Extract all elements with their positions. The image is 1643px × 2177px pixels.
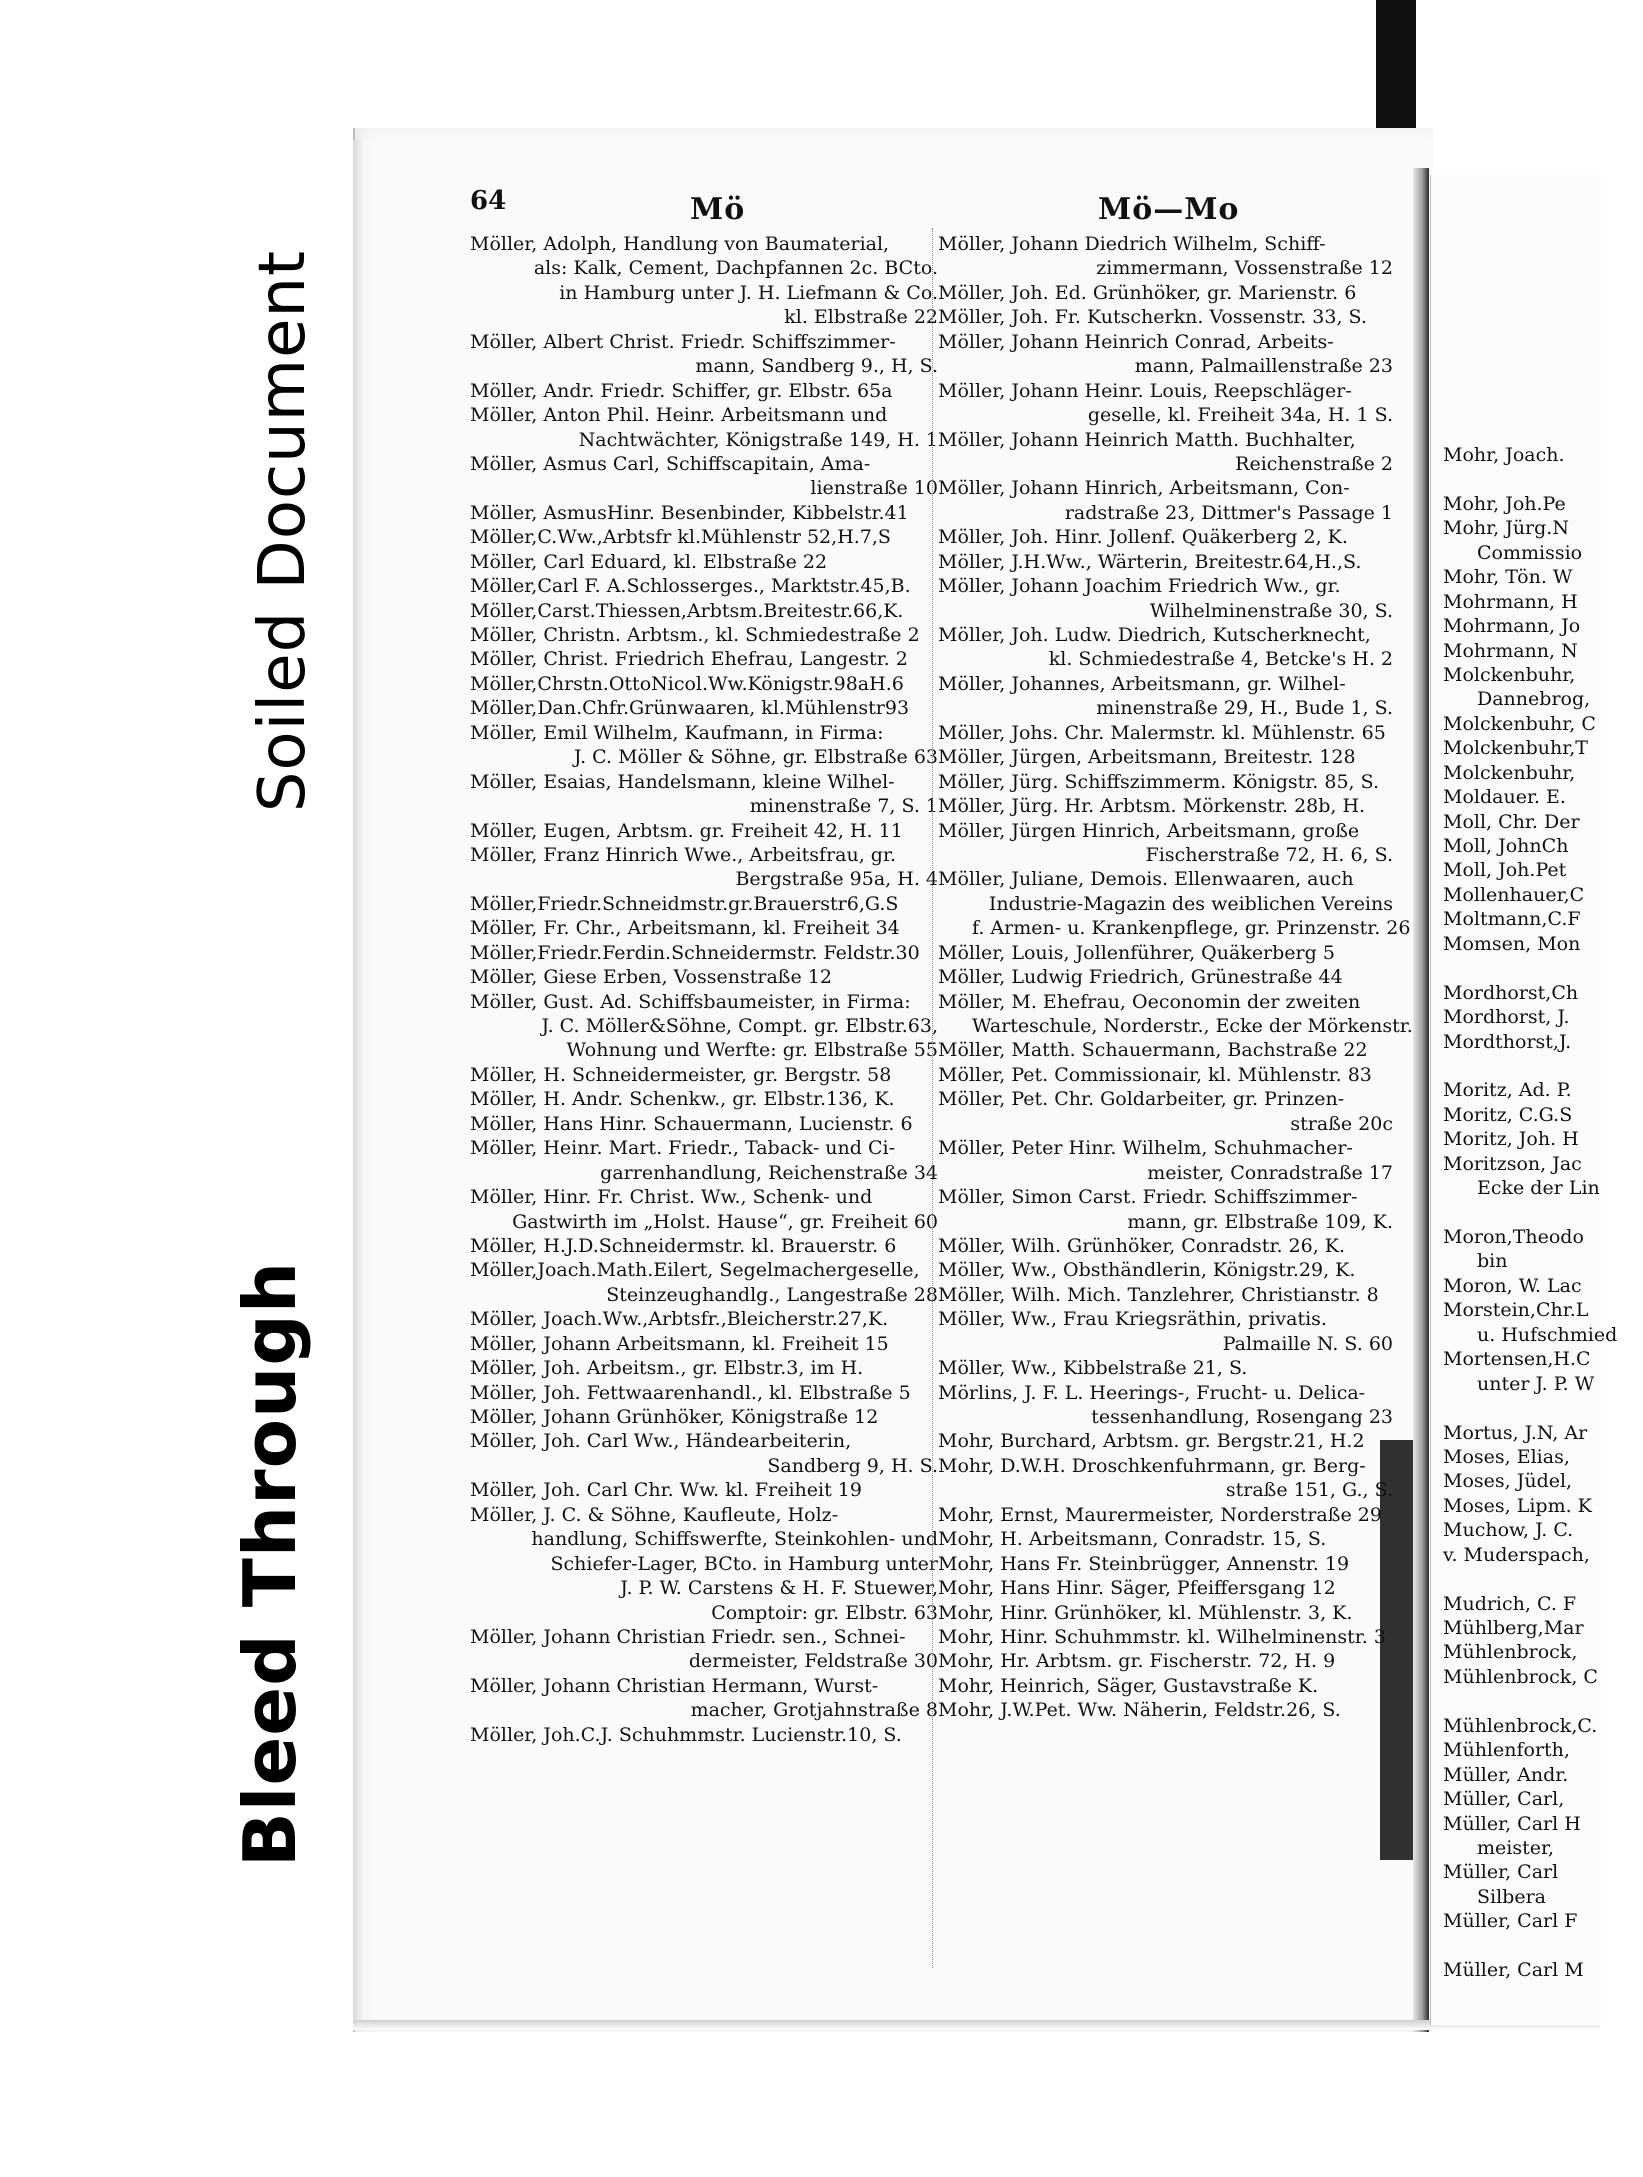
- directory-entry-line: Mörlins, J. F. L. Heerings-, Frucht- u. Delica-: [938, 1381, 1366, 1404]
- directory-entry-line: Mohr, Ernst, Maurermeister, Norderstraße 29: [938, 1503, 1382, 1526]
- directory-entry-line: geselle, kl. Freiheit 34a, H. 1 S.: [1087, 404, 1393, 427]
- directory-entry-line: Möller, Joh. Ed. Grünhöker, gr. Marienstr. 6: [938, 281, 1357, 304]
- directory-entry-line: J. C. Möller&Söhne, Compt. gr. Elbstr.63,: [541, 1015, 938, 1037]
- directory-entry-line: Möller, Christn. Arbtsm., kl. Schmiedestraße 2: [470, 624, 920, 646]
- next-page-entry-line: Moses, Elias,: [1443, 1445, 1570, 1468]
- next-page-entry-line: Moses, Lipm. K: [1443, 1494, 1592, 1517]
- page-edge-shadow: [353, 140, 365, 2020]
- next-page-entry-line: [1443, 1396, 1643, 1420]
- next-page-entry-line: Moritz, Ad. P.: [1443, 1079, 1572, 1102]
- next-page-entry-line: Muchow, J. C.: [1443, 1519, 1574, 1542]
- next-page-entry-line: Mohr, Joach.: [1443, 444, 1565, 466]
- directory-entry-line: Möller,Carl F. A.Schlosserges., Marktstr.45,B.: [470, 575, 911, 598]
- directory-entry-line: Möller, Peter Hinr. Wilhelm, Schuhmacher-: [938, 1137, 1353, 1160]
- next-page-entry-line: Müller, Andr.: [1443, 1763, 1569, 1786]
- directory-entry-line: radstraße 23, Dittmer's Passage 1: [1064, 501, 1393, 524]
- directory-entry-line: Möller, Johann Christian Hermann, Wurst-: [470, 1674, 879, 1697]
- directory-entry-line: Möller, Joh. Fettwaarenhandl., kl. Elbstraße 5: [470, 1381, 911, 1404]
- directory-entry-line: Möller,Dan.Chfr.Grünwaaren, kl.Mühlenstr93: [470, 697, 910, 720]
- directory-entry-line: Möller, Jürg. Hr. Arbtsm. Mörkenstr. 28b, H.: [938, 795, 1366, 818]
- directory-entry-line: Möller, Johannes, Arbeitsmann, gr. Wilhel-: [938, 672, 1346, 695]
- next-page-entry-line: Müller, Carl H: [1443, 1812, 1581, 1835]
- directory-entry-line: Möller, Joach.Ww.,Arbtsfr.,Bleicherstr.27,K.: [470, 1308, 889, 1331]
- directory-entry-line: Warteschule, Norderstr., Ecke der Mörkenstr.: [972, 1015, 1413, 1037]
- next-page-entry-line: Müller, Carl: [1443, 1861, 1559, 1884]
- directory-entry-line: Möller, Gust. Ad. Schiffsbaumeister, in Firma:: [470, 990, 911, 1013]
- next-page-entry-line: v. Muderspach,: [1443, 1543, 1590, 1566]
- directory-entry-line: Nachtwächter, Königstraße 149, H. 1: [578, 428, 938, 451]
- directory-entry-line: Möller, Johann Heinrich Conrad, Arbeits-: [938, 330, 1334, 353]
- directory-entry-line: Möller, Jürgen, Arbeitsmann, Breitestr. 128: [938, 746, 1356, 769]
- directory-entry-line: mann, Palmaillenstraße 23: [1134, 355, 1393, 378]
- soiled-document-label: [228, 222, 338, 840]
- directory-entry-line: Möller, Anton Phil. Heinr. Arbeitsmann und: [470, 404, 888, 427]
- directory-entry-line: Sandberg 9, H. S.: [767, 1454, 938, 1477]
- next-page-entry-line: Moll, Chr. Der: [1443, 810, 1580, 833]
- next-page-entry-line: Mühlberg,Mar: [1443, 1617, 1584, 1639]
- directory-column-right: [938, 232, 1413, 1723]
- next-page-entry-line: Müller, Carl,: [1443, 1788, 1565, 1811]
- directory-entry-line: Möller, Johann Joachim Friedrich Ww., gr.: [938, 575, 1341, 598]
- directory-entry-line: Gastwirth im „Holst. Hause“, gr. Freiheit 60: [512, 1210, 938, 1233]
- directory-entry-line: meister, Conradstraße 17: [1147, 1161, 1393, 1184]
- directory-entry-line: kl. Schmiedestraße 4, Betcke's H. 2: [1048, 648, 1393, 671]
- page-number: 64: [470, 186, 507, 216]
- directory-entry-line: Möller, Ww., Obsthändlerin, Königstr.29, K.: [938, 1259, 1356, 1282]
- directory-entry-line: Möller, Johann Heinrich Matth. Buchhalter,: [938, 428, 1356, 451]
- directory-entry-line: Möller, Ww., Kibbelstraße 21, S.: [938, 1357, 1248, 1380]
- directory-entry-line: Mohr, D.W.H. Droschkenfuhrmann, gr. Berg-: [938, 1454, 1366, 1477]
- directory-entry-line: Möller, Joh.C.J. Schuhmmstr. Lucienstr.10, S.: [470, 1723, 902, 1746]
- directory-entry-line: Möller, Johann Christian Friedr. sen., Schnei-: [470, 1625, 906, 1648]
- directory-entry-line: Möller,Chrstn.OttoNicol.Ww.Königstr.98aH.6: [470, 672, 904, 695]
- directory-entry-line: Möller, Giese Erben, Vossenstraße 12: [470, 966, 832, 989]
- directory-entry-line: Möller, Franz Hinrich Wwe., Arbeitsfrau, gr.: [470, 843, 896, 866]
- directory-entry-line: Möller, Wilh. Grünhöker, Conradstr. 26, K.: [938, 1234, 1346, 1257]
- directory-entry-line: Wohnung und Werfte: gr. Elbstraße 55: [566, 1039, 938, 1062]
- directory-entry-line: Reichenstraße 2: [1235, 452, 1393, 475]
- directory-entry-line: Möller, Hans Hinr. Schauermann, Lucienstr. 6: [470, 1112, 913, 1135]
- next-page-entry-line: Moritz, C.G.S: [1443, 1103, 1573, 1126]
- directory-entry-line: Bergstraße 95a, H. 4: [735, 868, 938, 891]
- directory-entry-line: Möller,Carst.Thiessen,Arbtsm.Breitestr.66,K.: [470, 599, 904, 622]
- next-page-entry-line: Moron, W. Lac: [1443, 1274, 1582, 1297]
- directory-entry-line: Mohr, Hinr. Schuhmmstr. kl. Wilhelminenstr. 3: [938, 1625, 1386, 1648]
- next-page-fragment: [1430, 175, 1618, 2025]
- next-page-entry-line: Mordhorst, J.: [1443, 1006, 1570, 1029]
- next-page-entry-line: Moll, Joh.Pet: [1443, 859, 1567, 882]
- next-page-entry-line: Molckenbuhr,T: [1443, 737, 1588, 760]
- directory-entry-line: Mohr, Heinrich, Säger, Gustavstraße K.: [938, 1674, 1319, 1697]
- running-header-left: Mö: [690, 192, 746, 227]
- bleed-through-text: Bleed Through: [228, 1260, 313, 1868]
- directory-entry-line: Mohr, J.W.Pet. Ww. Näherin, Feldstr.26, S.: [938, 1699, 1341, 1722]
- directory-entry-line: Steinzeughandlg., Langestraße 28: [606, 1283, 938, 1306]
- directory-entry-line: handlung, Schiffswerfte, Steinkohlen- und: [531, 1528, 938, 1551]
- directory-entry-line: Mohr, Hinr. Grünhöker, kl. Mühlenstr. 3, K.: [938, 1601, 1353, 1624]
- directory-entry-line: Möller, Louis, Jollenführer, Quäkerberg 5: [938, 941, 1335, 964]
- directory-entry-line: J. P. W. Carstens & H. F. Stuewer,: [620, 1577, 938, 1600]
- next-page-entry-line: [1443, 956, 1643, 980]
- next-page-entry-line: Momsen, Mon: [1443, 932, 1581, 955]
- directory-entry-line: lienstraße 10: [810, 477, 938, 500]
- next-page-entry-line: Moritz, Joh. H: [1443, 1128, 1579, 1151]
- next-page-entry-line: Molckenbuhr, C: [1443, 712, 1596, 735]
- directory-entry-line: Möller, Albert Christ. Friedr. Schiffszimmer-: [470, 330, 896, 353]
- next-page-entry-line: Mudrich, C. F: [1443, 1592, 1577, 1615]
- directory-entry-line: Möller, Johann Hinrich, Arbeitsmann, Con-: [938, 477, 1350, 500]
- directory-entry-line: Möller, H. Schneidermeister, gr. Bergstr. 58: [470, 1063, 892, 1086]
- directory-entry-line: J. C. Möller & Söhne, gr. Elbstraße 63: [573, 746, 938, 769]
- directory-entry-line: Möller, J. C. & Söhne, Kaufleute, Holz-: [470, 1503, 839, 1526]
- directory-entry-line: Möller, Joh. Hinr. Jollenf. Quäkerberg 2, K.: [938, 526, 1348, 549]
- directory-entry-line: Möller, Adolph, Handlung von Baumaterial,: [470, 233, 890, 255]
- directory-entry-line: Möller, M. Ehefrau, Oeconomin der zweiten: [938, 990, 1361, 1013]
- page-bottom-shadow: [353, 2020, 1600, 2030]
- next-page-entry-line: Mollenhauer,C: [1443, 883, 1585, 906]
- next-page-entry-line: Moldauer. E.: [1443, 786, 1566, 809]
- next-page-entry-line: Mordthorst,J.: [1443, 1030, 1572, 1053]
- directory-entry-line: Möller, Pet. Chr. Goldarbeiter, gr. Prinzen-: [938, 1088, 1345, 1111]
- next-page-entry-line: meister,: [1477, 1836, 1555, 1859]
- directory-entry-line: Möller, J.H.Ww., Wärterin, Breitestr.64,H.,S.: [938, 550, 1362, 573]
- next-page-entry-line: Mohrmann, N: [1443, 639, 1578, 662]
- directory-entry-line: Möller, Christ. Friedrich Ehefrau, Langestr. 2: [470, 648, 908, 671]
- directory-entry-line: Fischerstraße 72, H. 6, S.: [1145, 843, 1393, 866]
- directory-entry-line: Möller,Friedr.Schneidmstr.gr.Brauerstr6,G.S: [470, 892, 899, 915]
- directory-entry-line: kl. Elbstraße 22: [784, 306, 938, 329]
- next-page-column: [1443, 443, 1643, 1983]
- next-page-entry-line: Mohr, Joh.Pe: [1443, 492, 1566, 515]
- directory-entry-line: Möller, Ww., Frau Kriegsräthin, privatis.: [938, 1308, 1327, 1331]
- directory-entry-line: Möller, Johann Grünhöker, Königstraße 12: [470, 1406, 879, 1428]
- soiled-document-text: Soiled Document: [246, 249, 320, 813]
- directory-entry-line: Möller,C.Ww.,Arbtsfr kl.Mühlenstr 52,H.7,S: [470, 526, 891, 549]
- directory-entry-line: Möller, Hinr. Fr. Christ. Ww., Schenk- und: [470, 1186, 873, 1209]
- next-page-entry-line: [1443, 1567, 1643, 1591]
- directory-entry-line: Möller, Joh. Ludw. Diedrich, Kutscherknecht,: [938, 624, 1371, 646]
- next-page-entry-line: Moltmann,C.F: [1443, 908, 1581, 931]
- next-page-entry-line: [1443, 1934, 1643, 1958]
- next-page-entry-line: [1443, 1054, 1643, 1078]
- directory-entry-line: als: Kalk, Cement, Dachpfannen 2c. BCto.: [533, 257, 938, 280]
- next-page-entry-line: Moron,Theodo: [1443, 1226, 1584, 1248]
- next-page-entry-line: Morstein,Chr.L: [1443, 1299, 1589, 1322]
- directory-entry-line: Möller, H.J.D.Schneidermstr. kl. Brauerstr. 6: [470, 1234, 897, 1257]
- directory-entry-line: Industrie-Magazin des weiblichen Vereins: [988, 892, 1393, 915]
- directory-entry-line: tessenhandlung, Rosengang 23: [1091, 1406, 1393, 1428]
- directory-entry-line: Möller, AsmusHinr. Besenbinder, Kibbelstr.41: [470, 501, 909, 524]
- directory-entry-line: Palmaille N. S. 60: [1222, 1332, 1393, 1355]
- directory-entry-line: Mohr, Burchard, Arbtsm. gr. Bergstr.21, H.2: [938, 1430, 1365, 1453]
- next-page-entry-line: [1443, 1201, 1643, 1225]
- directory-entry-line: zimmermann, Vossenstraße 12: [1096, 257, 1393, 280]
- directory-entry-line: Möller, Simon Carst. Friedr. Schiffszimmer-: [938, 1186, 1358, 1209]
- directory-entry-line: minenstraße 29, H., Bude 1, S.: [1096, 697, 1393, 720]
- next-page-entry-line: Mortensen,H.C: [1443, 1348, 1591, 1371]
- directory-entry-line: straße 151, G., S.: [1225, 1479, 1393, 1502]
- next-page-entry-line: Mohr, Tön. W: [1443, 566, 1573, 589]
- directory-entry-line: Möller, Eugen, Arbtsm. gr. Freiheit 42, H. 11: [470, 819, 903, 842]
- directory-entry-line: Möller, Matth. Schauermann, Bachstraße 22: [938, 1039, 1368, 1062]
- directory-entry-line: Möller, Ludwig Friedrich, Grünestraße 44: [938, 966, 1343, 989]
- directory-entry-line: Comptoir: gr. Elbstr. 63: [711, 1601, 938, 1624]
- directory-entry-line: Möller, H. Andr. Schenkw., gr. Elbstr.136, K.: [470, 1088, 895, 1111]
- next-page-entry-line: Commissio: [1477, 541, 1583, 564]
- directory-entry-line: f. Armen- u. Krankenpflege, gr. Prinzenstr. 26: [972, 917, 1411, 940]
- next-page-entry-line: Müller, Carl M: [1443, 1959, 1584, 1982]
- directory-entry-line: Möller, Joh. Arbeitsm., gr. Elbstr.3, im H.: [470, 1357, 864, 1380]
- directory-entry-line: Möller, Fr. Chr., Arbeitsmann, kl. Freiheit 34: [470, 917, 900, 940]
- next-page-entry-line: [1443, 1689, 1643, 1713]
- directory-entry-line: Möller, Carl Eduard, kl. Elbstraße 22: [470, 550, 828, 573]
- directory-entry-line: in Hamburg unter J. H. Liefmann & Co.: [559, 281, 938, 304]
- next-page-entry-line: Mühlenbrock,C.: [1443, 1714, 1598, 1737]
- next-page-entry-line: Mühlenforth,: [1443, 1739, 1570, 1762]
- next-page-entry-line: Mordhorst,Ch: [1443, 981, 1579, 1004]
- next-page-entry-line: Moritzson, Jac: [1443, 1152, 1582, 1175]
- directory-entry-line: Wilhelminenstraße 30, S.: [1149, 599, 1393, 622]
- column-divider: [932, 228, 933, 1968]
- directory-entry-line: Mohr, Hr. Arbtsm. gr. Fischerstr. 72, H. 9: [938, 1650, 1336, 1673]
- next-page-entry-line: Mortus, J.N, Ar: [1443, 1421, 1588, 1444]
- next-page-entry-line: Ecke der Lin: [1477, 1177, 1600, 1200]
- bleed-through-label: [198, 1242, 342, 1886]
- directory-column-left: [470, 232, 938, 1747]
- next-page-entry-line: Mohrmann, Jo: [1443, 615, 1581, 638]
- directory-entry-line: Möller, Esaias, Handelsmann, kleine Wilhel-: [470, 770, 895, 793]
- directory-entry-line: Mohr, Hans Fr. Steinbrügger, Annenstr. 19: [938, 1552, 1350, 1575]
- directory-entry-line: Möller, Jürg. Schiffszimmerm. Königstr. 85, S.: [938, 770, 1379, 793]
- directory-entry-line: Möller,Friedr.Ferdin.Schneidermstr. Feldstr.30: [470, 941, 920, 964]
- next-page-entry-line: Müller, Carl F: [1443, 1910, 1578, 1933]
- directory-entry-line: Möller, Joh. Carl Ww., Händearbeiterin,: [470, 1430, 852, 1453]
- directory-entry-line: Möller, Emil Wilhelm, Kaufmann, in Firma:: [470, 721, 884, 744]
- directory-entry-line: Möller, Johs. Chr. Malermstr. kl. Mühlenstr. 65: [938, 721, 1386, 744]
- directory-entry-line: mann, gr. Elbstraße 109, K.: [1127, 1210, 1393, 1233]
- directory-entry-line: minenstraße 7, S. 1: [749, 795, 938, 818]
- next-page-entry-line: Moses, Jüdel,: [1443, 1470, 1573, 1493]
- directory-entry-line: Möller, Johann Heinr. Louis, Reepschläger-: [938, 379, 1352, 402]
- directory-entry-line: Möller, Heinr. Mart. Friedr., Taback- und Ci-: [470, 1137, 896, 1160]
- directory-entry-line: Möller, Pet. Commissionair, kl. Mühlenstr. 83: [938, 1063, 1372, 1086]
- next-page-entry-line: Moll, JohnCh: [1443, 835, 1569, 857]
- directory-entry-line: Möller, Asmus Carl, Schiffscapitain, Ama-: [470, 452, 871, 475]
- next-page-entry-line: Mühlenbrock,: [1443, 1641, 1578, 1664]
- next-page-entry-line: unter J. P. W: [1477, 1372, 1595, 1395]
- book-spine: [1413, 168, 1429, 2032]
- next-page-entry-line: Dannebrog,: [1477, 688, 1591, 711]
- directory-entry-line: mann, Sandberg 9., H, S.: [695, 355, 938, 378]
- running-header-right: Mö—Mo: [1098, 192, 1240, 227]
- next-page-entry-line: [1443, 467, 1643, 491]
- next-page-entry-line: Mühlenbrock, C: [1443, 1665, 1598, 1688]
- directory-entry-line: Möller, Joh. Fr. Kutscherkn. Vossenstr. 33, S.: [938, 306, 1367, 329]
- directory-entry-line: Möller, Andr. Friedr. Schiffer, gr. Elbstr. 65a: [470, 379, 893, 402]
- directory-entry-line: Möller, Wilh. Mich. Tanzlehrer, Christianstr. 8: [938, 1283, 1379, 1306]
- next-page-entry-line: Mohr, Jürg.N: [1443, 517, 1569, 540]
- next-page-entry-line: Silbera: [1477, 1885, 1546, 1908]
- next-page-entry-line: u. Hufschmied: [1477, 1323, 1618, 1346]
- directory-entry-line: Möller, Joh. Carl Chr. Ww. kl. Freiheit 19: [470, 1479, 862, 1502]
- directory-entry-line: straße 20c: [1290, 1112, 1393, 1135]
- next-page-entry-line: Molckenbuhr,: [1443, 761, 1576, 784]
- directory-entry-line: macher, Grotjahnstraße 8: [690, 1699, 938, 1722]
- next-page-entry-line: Molckenbuhr,: [1443, 663, 1576, 686]
- directory-entry-line: Möller, Juliane, Demois. Ellenwaaren, auch: [938, 868, 1354, 891]
- directory-entry-line: Möller, Johann Arbeitsmann, kl. Freiheit 15: [470, 1332, 889, 1355]
- next-page-entry-line: Mohrmann, H: [1443, 590, 1578, 613]
- next-page-entry-line: bin: [1477, 1250, 1508, 1273]
- directory-entry-line: Möller, Johann Diedrich Wilhelm, Schiff-: [938, 233, 1326, 255]
- directory-entry-line: garrenhandlung, Reichenstraße 34: [600, 1161, 938, 1184]
- directory-entry-line: Mohr, Hans Hinr. Säger, Pfeiffersgang 12: [938, 1577, 1336, 1600]
- directory-entry-line: Möller,Joach.Math.Eilert, Segelmachergeselle,: [470, 1259, 920, 1282]
- directory-entry-line: Mohr, H. Arbeitsmann, Conradstr. 15, S.: [938, 1528, 1327, 1551]
- directory-entry-line: Möller, Jürgen Hinrich, Arbeitsmann, große: [938, 819, 1360, 842]
- directory-entry-line: Schiefer-Lager, BCto. in Hamburg unter: [550, 1552, 938, 1575]
- directory-entry-line: dermeister, Feldstraße 30: [688, 1650, 938, 1673]
